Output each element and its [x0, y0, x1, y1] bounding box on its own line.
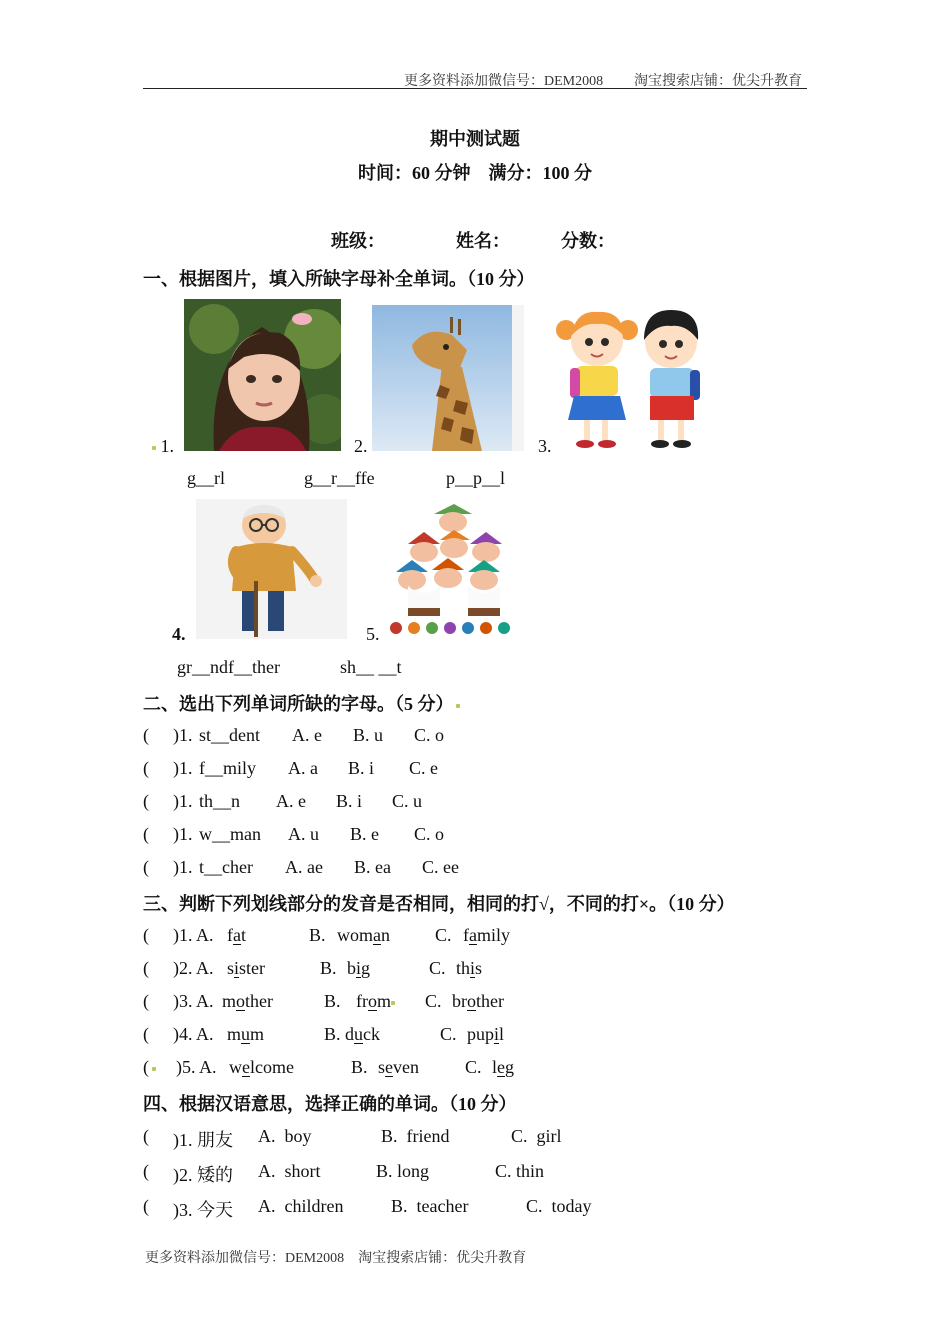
- section4-heading: 四、根据汉语意思，选择正确的单词。（10 分）: [143, 1094, 517, 1114]
- option-c[interactable]: C. today: [526, 1196, 592, 1216]
- option-c-label: C.: [465, 1057, 482, 1077]
- name-label: 姓名：: [456, 231, 510, 251]
- question-number: )5. A.: [176, 1057, 217, 1077]
- header-shop: 淘宝搜索店铺：优尖升教育: [634, 74, 802, 89]
- word-part: ster: [239, 958, 266, 978]
- option-a[interactable]: A. children: [258, 1196, 344, 1216]
- girl-picture: [184, 299, 341, 451]
- answer-paren[interactable]: (: [143, 791, 149, 811]
- word-part: lcome: [250, 1057, 294, 1077]
- question-number: )2. A.: [173, 958, 214, 978]
- answer-paren[interactable]: (: [143, 1024, 149, 1044]
- option-b[interactable]: B. teacher: [391, 1196, 469, 1216]
- section2-heading-text: 二、选出下列单词所缺的字母。（5 分）: [143, 694, 454, 714]
- footer-note: 更多资料添加微信号：DEM2008 淘宝搜索店铺：优尖升教育: [145, 1251, 527, 1266]
- word-part: g: [505, 1057, 515, 1077]
- option-b-label: [324, 1024, 380, 1045]
- question-number: )1.: [173, 824, 193, 844]
- word-part: m: [227, 1024, 242, 1044]
- option-c-label: C.: [435, 925, 452, 945]
- word-part: th: [456, 958, 471, 978]
- word-part: f: [463, 925, 469, 945]
- item2-word: g__r__ffe: [304, 468, 375, 488]
- question-word: w__man: [199, 824, 261, 844]
- item1-num-text: 1.: [160, 436, 174, 456]
- word-part: wom: [337, 925, 373, 945]
- marker-dot: [152, 446, 156, 450]
- giraffe-picture: [372, 305, 524, 451]
- question-number: )1.: [173, 857, 193, 877]
- underlined-letters: o: [467, 991, 476, 1011]
- option-a[interactable]: A. a: [288, 758, 318, 778]
- page-title: 期中测试题: [430, 129, 520, 149]
- word-part: ther: [245, 991, 273, 1011]
- item5-word: sh__ __t: [340, 657, 402, 677]
- word-part: fr: [356, 991, 368, 1011]
- word-part: ther: [476, 991, 504, 1011]
- section1-heading: 一、根据图片，填入所缺字母补全单词。（10 分）: [143, 269, 535, 289]
- answer-paren[interactable]: (: [143, 925, 149, 945]
- option-a[interactable]: A. ae: [285, 857, 323, 877]
- option-b[interactable]: B. friend: [381, 1126, 450, 1146]
- answer-paren[interactable]: (: [143, 725, 149, 745]
- word-c: [463, 925, 510, 946]
- word-c: [456, 958, 482, 979]
- word-b: [378, 1057, 419, 1078]
- question-number: )1. A.: [173, 925, 214, 945]
- item3-number: 3.: [538, 436, 552, 456]
- underlined-letters: a: [233, 925, 241, 945]
- label-text: B.: [324, 1024, 341, 1044]
- answer-paren[interactable]: (: [143, 824, 149, 844]
- word-part: n: [381, 925, 390, 945]
- answer-paren[interactable]: (: [143, 1196, 149, 1216]
- page-subtitle: 时间：60 分钟 满分：100 分: [358, 163, 592, 183]
- item1-number: [152, 436, 174, 457]
- question-number: )3. 今天: [173, 1200, 233, 1220]
- word-part: l: [499, 1024, 505, 1044]
- underlined-letters: a: [469, 925, 477, 945]
- word-a: [227, 925, 246, 946]
- item2-number: 2.: [354, 436, 368, 456]
- header-wechat: 更多资料添加微信号：DEM2008: [404, 74, 604, 89]
- marker-dot: [391, 1001, 395, 1005]
- option-c[interactable]: C. thin: [495, 1161, 545, 1181]
- option-b-label: B.: [351, 1057, 368, 1077]
- question-number: )1.: [173, 791, 193, 811]
- question-number: )1.: [173, 725, 193, 745]
- word-a: [227, 958, 265, 979]
- word-b: [356, 991, 395, 1012]
- item1-word: g__rl: [187, 468, 225, 488]
- pupils-picture: [556, 302, 708, 452]
- option-c-label: C.: [425, 991, 442, 1011]
- word-part: mily: [477, 925, 511, 945]
- underlined-letters: i: [356, 958, 362, 978]
- option-a[interactable]: A. u: [288, 824, 319, 844]
- underlined-letters: u: [241, 1024, 251, 1044]
- question-number: )2. 矮的: [173, 1165, 233, 1185]
- question-word: f__mily: [199, 758, 256, 778]
- question-word: st__dent: [199, 725, 260, 745]
- marker-dot: [456, 704, 460, 708]
- grandfather-picture: [196, 499, 347, 639]
- answer-paren[interactable]: [143, 1057, 156, 1078]
- header-rule: [143, 88, 807, 89]
- word-part: d: [345, 1024, 355, 1044]
- underlined-letters: o: [236, 991, 246, 1011]
- word-part: br: [452, 991, 467, 1011]
- option-c[interactable]: C. ee: [422, 857, 459, 877]
- answer-paren[interactable]: (: [143, 1161, 149, 1181]
- question-number: )1. 朋友: [173, 1130, 233, 1150]
- underlined-letters: a: [373, 925, 381, 945]
- word-part: t: [241, 925, 247, 945]
- word-part: f: [227, 925, 233, 945]
- item3-word: p__p__l: [446, 468, 506, 488]
- word-part: s: [227, 958, 235, 978]
- dwarfs-picture: [384, 500, 522, 640]
- paren-text: (: [143, 1057, 149, 1077]
- underlined-letters: i: [494, 1024, 500, 1044]
- word-a: [222, 991, 273, 1012]
- item5-number: 5.: [366, 624, 380, 644]
- option-b-label: B.: [309, 925, 326, 945]
- question-number: )3. A.: [173, 991, 214, 1011]
- item4-number: 4.: [172, 624, 186, 644]
- word-b: [347, 958, 370, 979]
- section2-heading: [143, 690, 460, 716]
- word-part: pup: [467, 1024, 494, 1044]
- item4-word: gr__ndf__ther: [177, 657, 280, 677]
- option-b[interactable]: B. u: [353, 725, 384, 745]
- underlined-letters: i: [470, 958, 476, 978]
- word-part: b: [347, 958, 356, 978]
- word-part: m: [377, 991, 392, 1011]
- word-part: s: [475, 958, 483, 978]
- question-number: )1.: [173, 758, 193, 778]
- option-c-label: C.: [440, 1024, 457, 1044]
- option-c[interactable]: C. o: [414, 725, 445, 745]
- option-b[interactable]: B. long: [376, 1161, 430, 1181]
- option-a[interactable]: A. short: [258, 1161, 321, 1181]
- word-b: [337, 925, 390, 946]
- option-c[interactable]: C. u: [392, 791, 423, 811]
- word-part: l: [492, 1057, 498, 1077]
- option-a[interactable]: A. boy: [258, 1126, 312, 1146]
- underlined-letters: e: [497, 1057, 506, 1077]
- option-b[interactable]: B. i: [336, 791, 363, 811]
- option-a[interactable]: A. e: [276, 791, 306, 811]
- underlined-letters: i: [234, 958, 240, 978]
- question-word: th__n: [199, 791, 241, 811]
- option-a[interactable]: A. e: [292, 725, 322, 745]
- option-b[interactable]: B. i: [348, 758, 375, 778]
- score-label: 分数：: [561, 231, 615, 251]
- marker-dot: [152, 1067, 156, 1071]
- word-c: [492, 1057, 514, 1078]
- option-c[interactable]: C. e: [409, 758, 438, 778]
- word-part: w: [229, 1057, 242, 1077]
- question-number: )4. A.: [173, 1024, 214, 1044]
- word-part: ck: [363, 1024, 381, 1044]
- option-b-label: B.: [324, 991, 341, 1011]
- question-word: t__cher: [199, 857, 253, 877]
- word-a: [229, 1057, 294, 1078]
- section3-heading: 三、判断下列划线部分的发音是否相同，相同的打√，不同的打×。（10 分）: [143, 894, 735, 914]
- underlined-letters: o: [368, 991, 377, 1011]
- answer-paren[interactable]: (: [143, 958, 149, 978]
- answer-paren[interactable]: (: [143, 991, 149, 1011]
- answer-paren[interactable]: (: [143, 1126, 149, 1146]
- word-part: ven: [393, 1057, 420, 1077]
- underlined-letters: e: [385, 1057, 394, 1077]
- option-c[interactable]: C. o: [414, 824, 445, 844]
- word-part: m: [250, 1024, 265, 1044]
- word-part: s: [378, 1057, 386, 1077]
- option-b[interactable]: B. ea: [354, 857, 391, 877]
- underlined-letters: u: [354, 1024, 364, 1044]
- word-c: [467, 1024, 504, 1045]
- answer-paren[interactable]: (: [143, 758, 149, 778]
- option-c-label: C.: [429, 958, 446, 978]
- word-c: [452, 991, 504, 1012]
- word-part: m: [222, 991, 237, 1011]
- class-label: 班级：: [331, 231, 385, 251]
- option-c[interactable]: C. girl: [511, 1126, 562, 1146]
- answer-paren[interactable]: (: [143, 857, 149, 877]
- underlined-letters: e: [242, 1057, 250, 1077]
- word-a: [227, 1024, 264, 1045]
- option-b-label: B.: [320, 958, 337, 978]
- word-part: g: [361, 958, 371, 978]
- option-b[interactable]: B. e: [350, 824, 379, 844]
